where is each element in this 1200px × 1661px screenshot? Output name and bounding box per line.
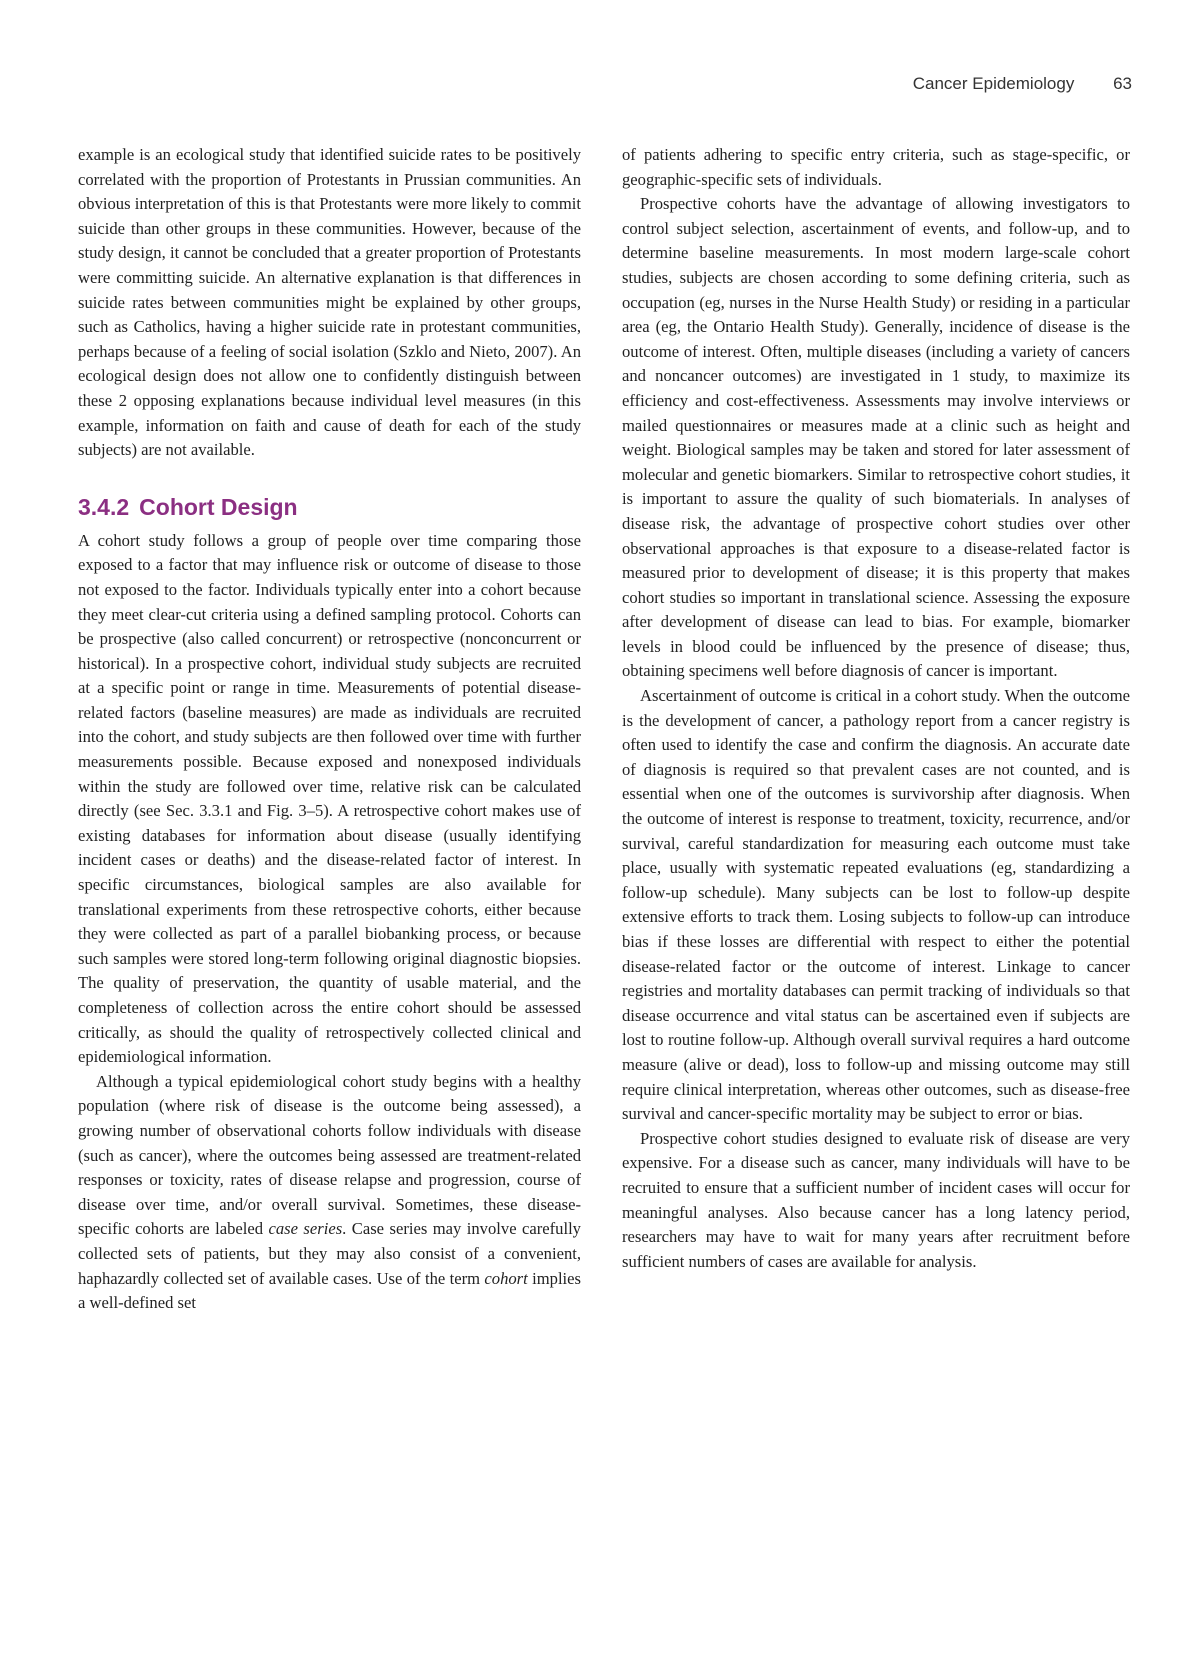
- section-heading: [78, 493, 581, 521]
- running-header: [913, 74, 1132, 94]
- right-column: [622, 143, 1130, 1274]
- section-number: 3.4.2: [78, 493, 130, 520]
- page-number: 63: [1113, 74, 1132, 93]
- right-paragraph-1: of patients adhering to specific entry criteria, such as stage-specific, or geographic-specific sets of individuals.: [622, 145, 1130, 189]
- right-paragraph-2: Prospective cohorts have the advantage of allowing investigators to control subject selection, ascertainment of events, and follow-up, and to determine baseline measurements. In most modern large-scale cohort studies, subjects are chosen according to some defining criteria, such as occupation (eg, nurses in the Nurse Health Study) or residing in a particular area (eg, the Ontario Health Study). Generally, incidence of disease is the outcome of interest. Often, multiple diseases (including a variety of cancers and noncancer outcomes) are investigated in 1 study, to maximize its efficiency and cost-effectiveness. Assessments may involve interviews or mailed questionnaires or measures made at a clinic such as height and weight. Biological samples may be taken and stored for later assessment of molecular and genetic biomarkers. Similar to retrospective cohort studies, it is important to assure the quality of such biomaterials. In analyses of disease risk, the advantage of prospective cohort studies over other observational approaches is that exposure to a disease-related factor is measured prior to development of disease; it is this property that makes cohort studies so important in translational science. Assessing the exposure after development of disease can lead to bias. For example, biomarker levels in blood could be influenced by the presence of disease; thus, obtaining specimens well before diagnosis of cancer is important.: [622, 194, 1130, 681]
- left-paragraph-3-part-c: implies a well-defined set: [78, 1268, 581, 1313]
- left-paragraph-2: A cohort study follows a group of people over time comparing those exposed to a factor that may influence risk or outcome of disease to those not exposed to the factor. Individuals typically enter into a cohort because they meet clear-cut criteria using a defined sampling protocol. Cohorts can be prospective (also called concurrent) or retrospective (nonconcurrent or historical). In a prospective cohort, individual study subjects are recruited at a specific point or range in time. Measurements of potential disease-related factors (baseline measures) are made as individuals are recruited into the cohort, and study subjects are then followed over time with further measurements possible. Because exposed and nonexposed individuals within the study are followed over time, relative risk can be calculated directly (see Sec. 3.3.1 and Fig. 3–5). A retrospective cohort makes use of existing databases for information about disease (usually identifying incident cases or deaths) and the disease-related factor of interest. In specific circumstances, biological samples are also available for translational experiments from these retrospective cohorts, either because they were collected as part of a parallel biobanking process, or because such samples were stored long-term following original diagnostic biopsies. The quality of preservation, the quantity of usable material, and the completeness of collection across the entire cohort should be assessed critically, as should the quality of retrospectively collected clinical and epidemiological information.: [78, 530, 581, 1067]
- right-paragraph-4: Prospective cohort studies designed to evaluate risk of disease are very expensive. For a disease such as cancer, many individuals will have to be recruited to ensure that a sufficient number of incident cases will occur for meaningful analyses. Also because cancer has a long latency period, researchers may have to wait for many years after recruitment before sufficient numbers of cases are available for analysis.: [622, 1128, 1130, 1271]
- term-case-series: case series: [268, 1219, 343, 1239]
- left-paragraph-3-part-b: . Case series may involve carefully collected sets of patients, but they may also consist of a convenient, haphazardly collected set of available cases. Use of the term: [78, 1219, 581, 1288]
- left-paragraph-3: [78, 1070, 581, 1316]
- running-title: Cancer Epidemiology: [912, 74, 1075, 93]
- left-paragraph-3-part-a: Although a typical epidemiological cohort study begins with a healthy population (where risk of disease is the outcome being assessed), a growing number of observational cohorts follow individuals with disease (such as cancer), where the outcomes being assessed are treatment-related responses or toxicity, rates of disease relapse and progression, course of disease over time, and/or overall survival. Sometimes, these disease-specific cohorts are labeled: [78, 1071, 581, 1239]
- left-paragraph-1: example is an ecological study that identified suicide rates to be positively correlated with the proportion of Protestants in Prussian communities. An obvious interpretation of this is that Protestants were more likely to commit suicide than other groups in these communities. However, because of the study design, it cannot be concluded that a greater proportion of Protestants were committing suicide. An alternative explanation is that differences in suicide rates between communities might be explained by other groups, such as Catholics, having a higher suicide rate in protestant communities, perhaps because of a feeling of social isolation (Szklo and Nieto, 2007). An ecological design does not allow one to confidently distinguish between these 2 opposing explanations because individual level measures (in this example, information on faith and cause of death for each of the study subjects) are not available.: [78, 145, 581, 460]
- left-column: [78, 143, 581, 1316]
- right-paragraph-3: Ascertainment of outcome is critical in a cohort study. When the outcome is the development of cancer, a pathology report from a cancer registry is often used to identify the case and confirm the diagnosis. An accurate date of diagnosis is required so that prevalent cases are not counted, and is essential when one of the outcomes is survivorship after diagnosis. When the outcome of interest is response to treatment, toxicity, recurrence, and/or survival, careful standardization for measuring each outcome must take place, usually with systematic repeated evaluations (eg, standardizing a follow-up schedule). Many subjects can be lost to follow-up despite extensive efforts to track them. Losing subjects to follow-up can introduce bias if these losses are differential with respect to either the potential disease-related factor or the outcome of interest. Linkage to cancer registries and mortality databases can permit tracking of individuals so that disease occurrence and vital status can be ascertained even if subjects are lost to routine follow-up. Although overall survival requires a hard outcome measure (alive or dead), loss to follow-up and missing outcome may still require clinical interpretation, whereas other outcomes, such as disease-free survival and cancer-specific mortality may be subject to error or bias.: [622, 686, 1130, 1124]
- term-cohort: cohort: [484, 1268, 528, 1288]
- section-title: Cohort Design: [139, 493, 298, 520]
